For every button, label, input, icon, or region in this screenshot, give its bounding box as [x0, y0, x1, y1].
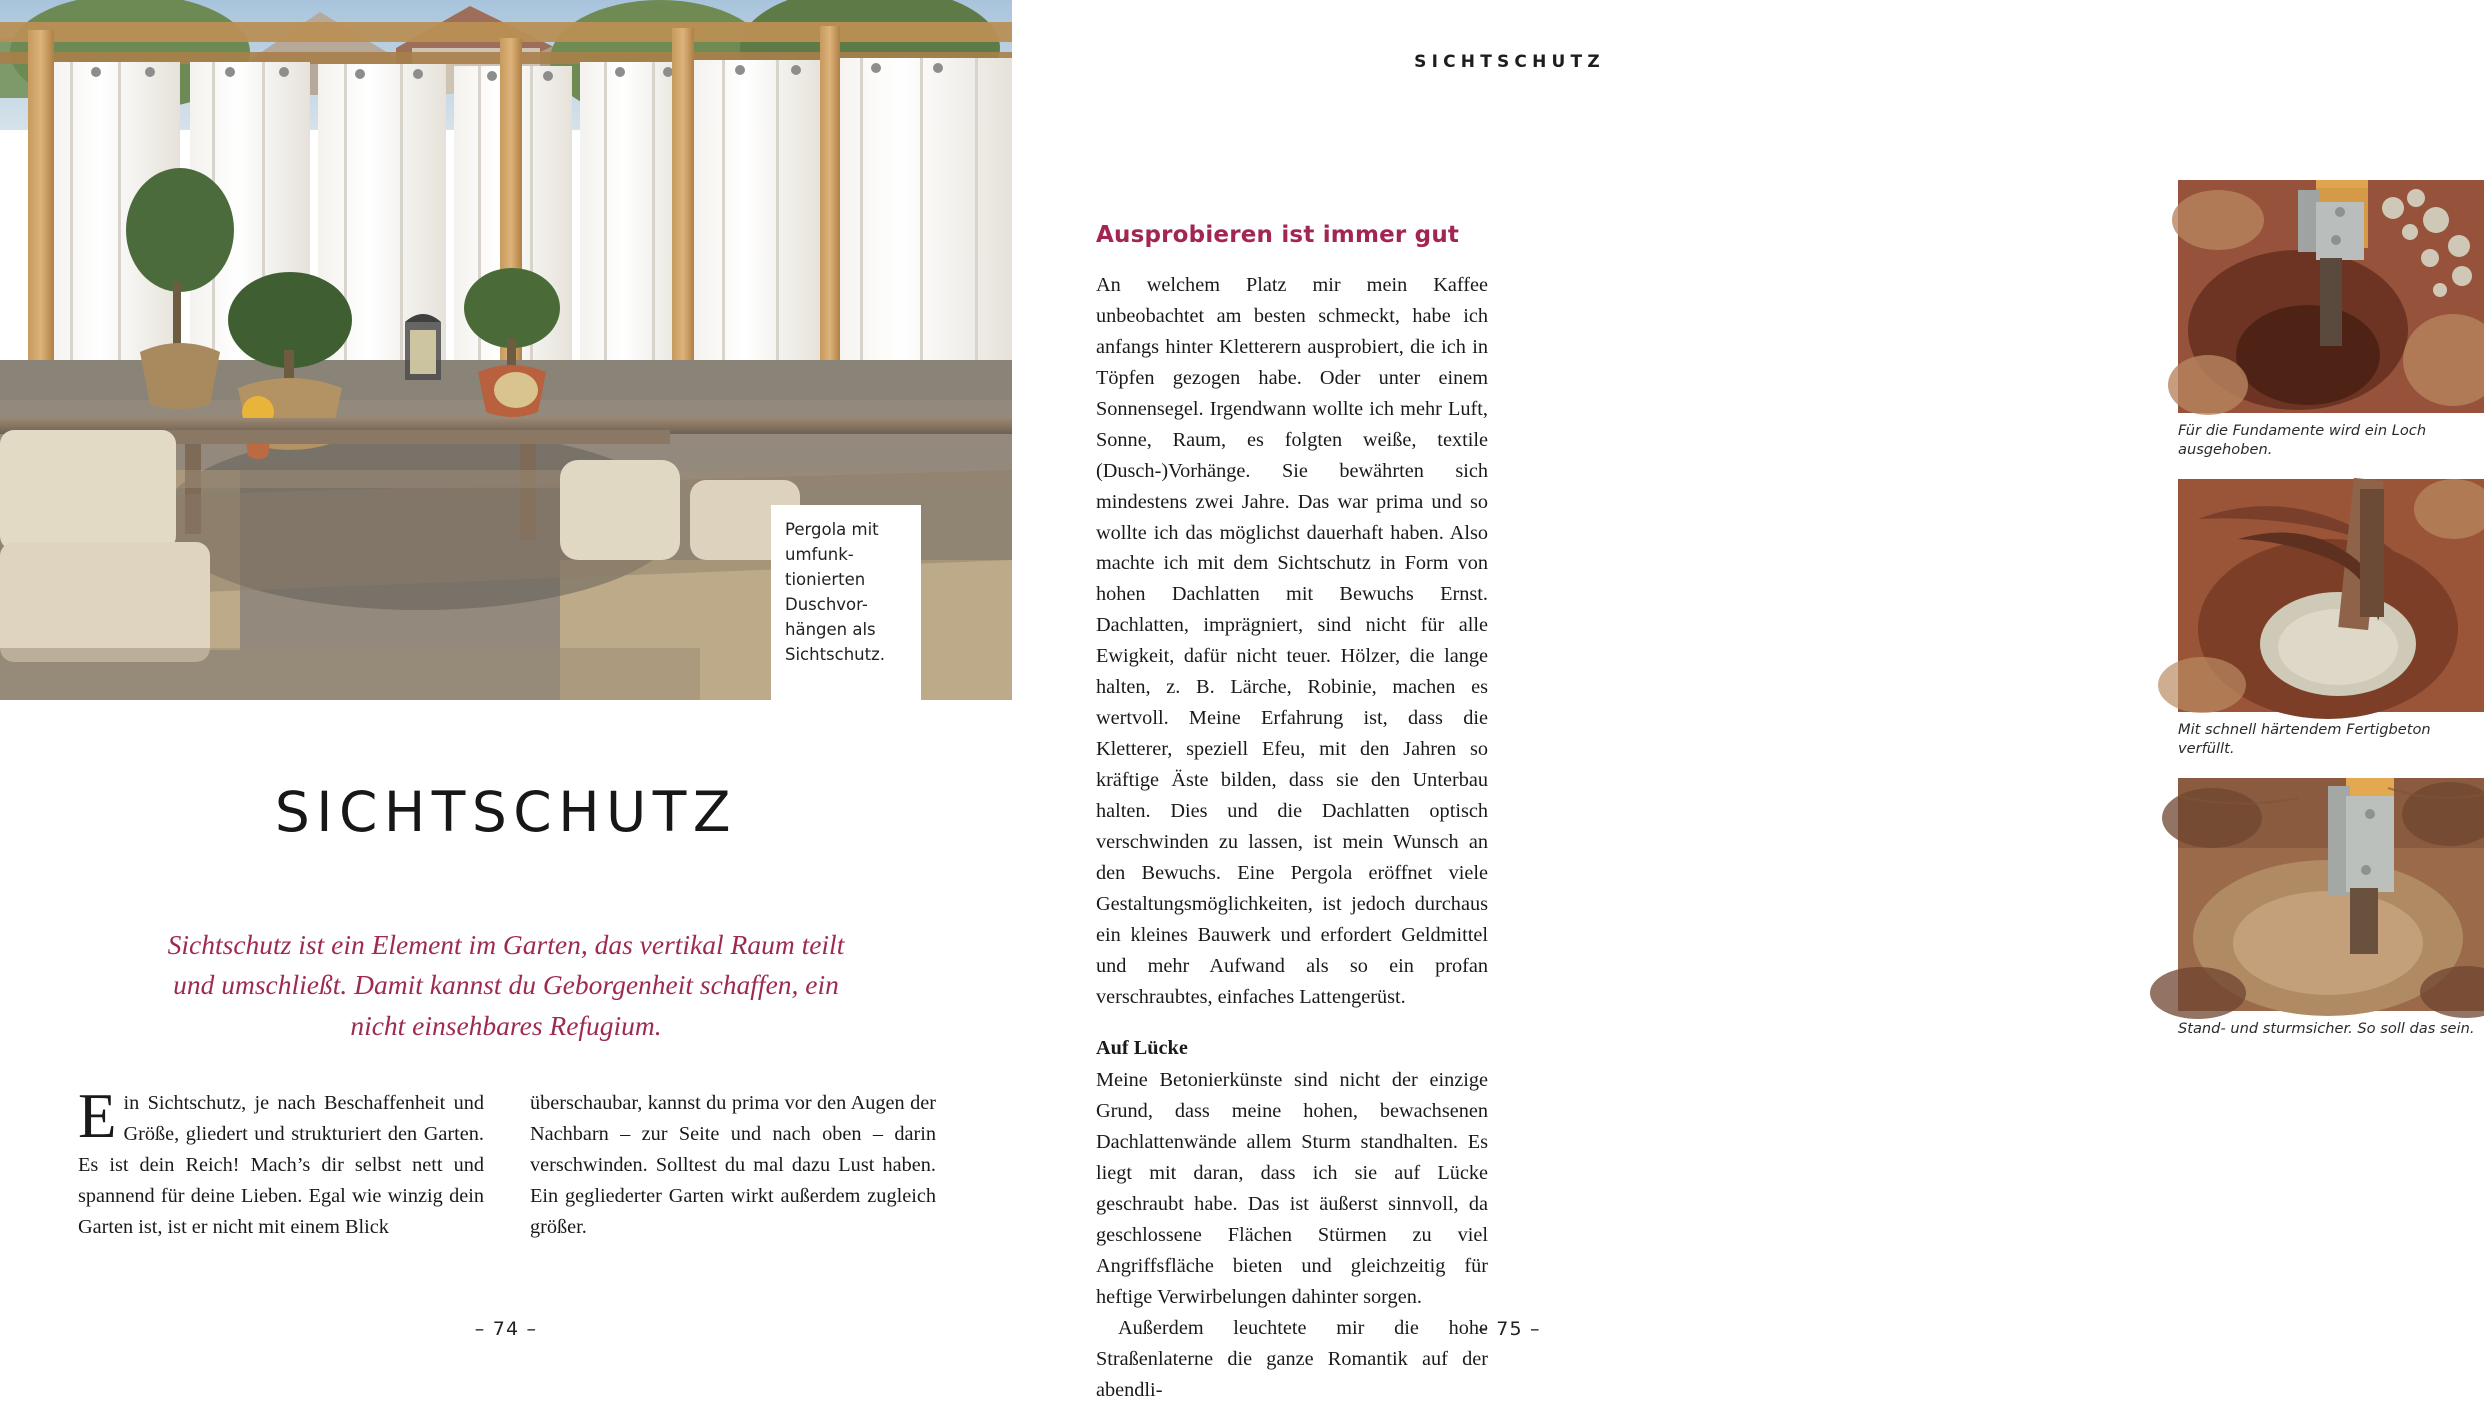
right-paragraph-2: Meine Betonierkünste sind nicht der einzige Grund, dass meine hohen, bewachsenen Dachlattenwände allem Sturm standhalten. Es liegt mit daran, dass ich sie auf Lücke geschraubt habe. Das ist äußerst sinnvoll, da geschlossene Flächen Stürmen zu viel Angriffsfläche bieten und gleichzeitig für heftige Verwirbelungen dahinter sorgen. — [1096, 1069, 1488, 1308]
right-paragraph-3: Außerdem leuchtete mir die hohe Straßenlaterne die ganze Romantik auf der abendli- — [1096, 1316, 1488, 1401]
section-heading: Ausprobieren ist immer gut — [1096, 222, 1460, 248]
body-column-2 — [530, 1088, 936, 1278]
body-column-1-text: in Sichtschutz, je nach Beschaffenheit und Größe, gliedert und strukturiert den Garten. Es ist dein Reich! Mach’s dir selbst nett und spannend für deine Lieben. Egal wie winzig dein Garten ist, ist er nicht mit einem Blick — [78, 1092, 484, 1238]
hero-photo-caption — [771, 505, 921, 700]
photo-caption-1: Für die Fundamente wird ein Loch ausgehoben. — [2178, 422, 2427, 458]
right-paragraph-1: An welchem Platz mir mein Kaffee unbeobachtet am besten schmeckt, habe ich anfangs hinter Kletterern ausprobiert, die ich in Töpfen gezogen habe. Oder unter einem Sonnensegel. Irgendwann wollte ich mehr Luft, Sonne, Raum, es folgten weiße, textile (Dusch-)Vorhänge. Sie bewährten sich mindestens zwei Jahre. Das war prima und so wollte ich das möglichst dauerhaft haben. Also machte ich mit dem Sichtschutz in Form von hohen Dachlatten mit Bewuchs Ernst. Dachlatten, imprägniert, sind nicht für alle Ewigkeit, dafür nicht teuer. Hölzer, die lange halten, z. B. Lärche, Robinie, machen es wertvoll. Meine Erfahrung ist, dass die Kletterer, speziell Efeu, mit den Jahren so kräftige Äste bilden, dass sie den Unterbau halten. Dies und die Dachlatten optisch verschwinden zu lassen, ist mein Wunsch an den Bewuchs. Eine Pergola eröffnet viele Gestaltungsmöglichkeiten, ist jedoch durchaus ein kleines Bauwerk und erfordert Geldmittel und mehr Aufwand als so ein profan verschraubtes, einfaches Lattengerüst. — [1096, 274, 1488, 1008]
chapter-title: SICHTSCHUTZ — [274, 780, 738, 844]
page-number-left: – 74 – — [474, 1318, 538, 1340]
page-number-right: – 75 – — [1478, 1318, 1541, 1340]
photo-1-illustration — [2178, 180, 2484, 413]
chapter-intro-text: Sichtschutz ist ein Element im Garten, das vertikal Raum teilt und umschließt. Damit kannst du Geborgenheit schaffen, ein nicht einsehbares Refugium. — [167, 929, 845, 1041]
body-column-1 — [78, 1081, 484, 1278]
left-page — [0, 0, 1012, 1387]
photo-foundation-hole — [2178, 180, 2484, 413]
photo-concrete-filled — [2178, 479, 2484, 712]
right-page — [1012, 0, 2475, 1401]
photo-stable-post — [2178, 778, 2484, 1011]
photo-item-3 — [2178, 778, 2484, 1039]
sub-heading-auf-luecke: Auf Lücke — [1096, 1036, 1188, 1059]
photo-stack — [2178, 180, 2484, 1058]
photo-2-illustration — [2178, 479, 2484, 712]
hero-caption-text: Pergola mit umfunk- tionierten Duschvor- hängen als Sichtschutz. — [785, 520, 886, 665]
right-body-column — [1096, 270, 1488, 1406]
drop-cap: E — [78, 1081, 117, 1151]
body-column-2-text: überschaubar, kannst du prima vor den Augen der Nachbarn – zur Seite und nach oben – darin verschwinden. Solltest du mal dazu Lust haben. Ein gegliederter Garten wirkt außerdem zugleich größer. — [530, 1092, 936, 1238]
photo-item-2 — [2178, 479, 2484, 759]
running-header: SICHTSCHUTZ — [1414, 52, 1605, 72]
photo-3-illustration — [2178, 778, 2484, 1011]
photo-caption-3: Stand- und sturmsicher. So soll das sein. — [2178, 1019, 2475, 1037]
photo-caption-2: Mit schnell härtendem Fertigbeton verfüllt. — [2178, 720, 2431, 757]
body-paragraph-1 — [78, 1081, 484, 1243]
left-body-columns — [78, 1081, 936, 1278]
photo-item-1 — [2178, 180, 2484, 460]
